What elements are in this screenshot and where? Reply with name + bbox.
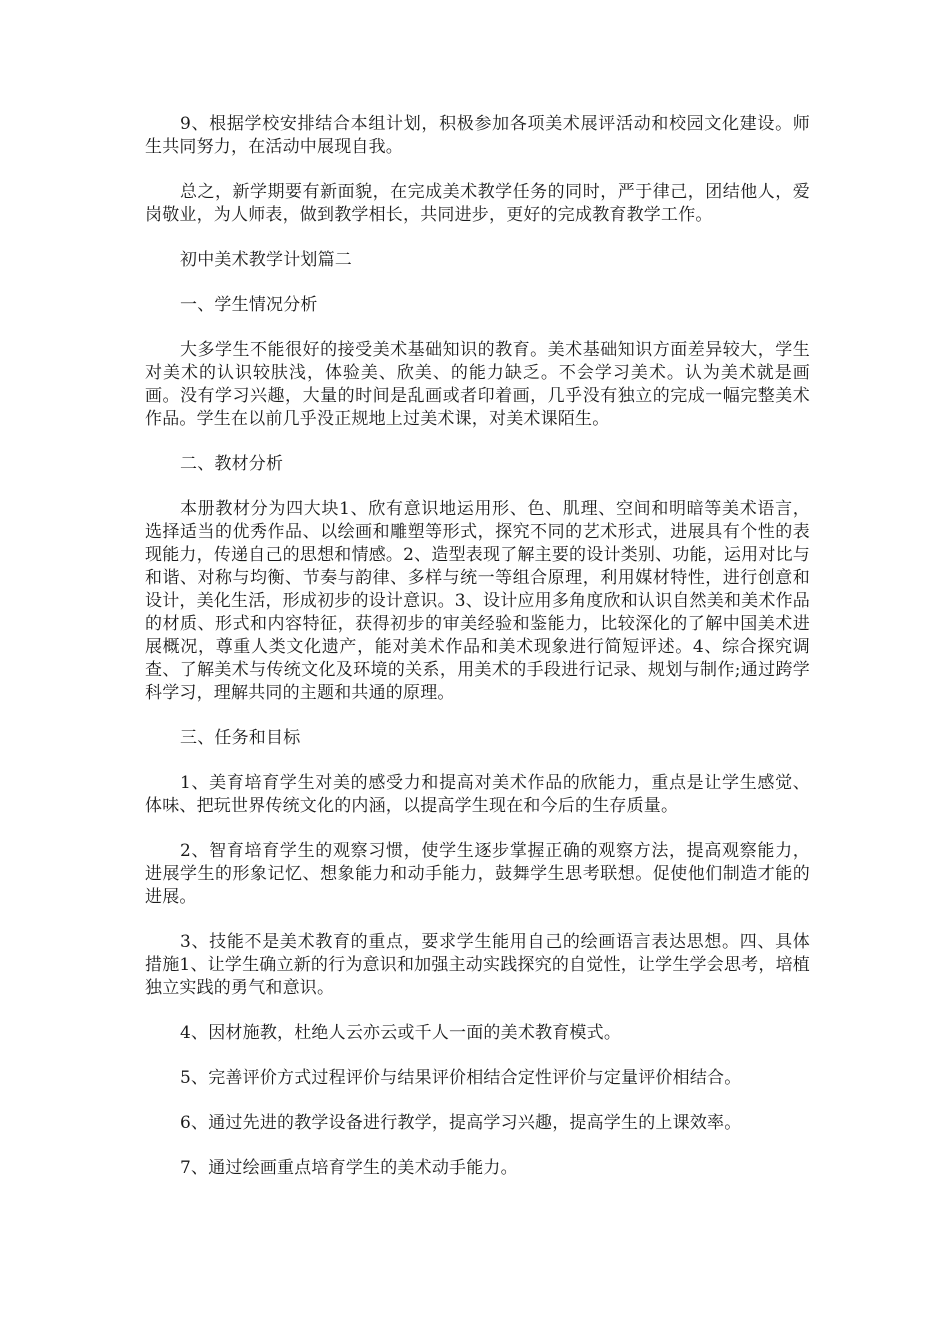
paragraph-goal-2: 2、智育培育学生的观察习惯，使学生逐步掌握正确的观察方法，提高观察能力，进展学生的形象记忆、想象能力和动手能力，鼓舞学生思考联想。促使他们制造才能的进展。 (145, 841, 810, 907)
paragraph-measure-4: 4、因材施教，杜绝人云亦云或千人一面的美术教育模式。 (180, 1023, 622, 1043)
paragraph-goal-3: 3、技能不是美术教育的重点，要求学生能用自己的绘画语言表达思想。四、具体措施1、让学生确立新的行为意识和加强主动实践探究的自觉性，让学生学会思考，培植独立实践的勇气和意识。 (145, 932, 810, 998)
paragraph-item-9: 9、根据学校安排结合本组计划，积极参加各项美术展评活动和校园文化建设。师生共同努力，在活动中展现自我。 (145, 114, 810, 157)
document-body (145, 113, 810, 1202)
heading-student-analysis: 一、学生情况分析 (180, 295, 318, 315)
paragraph-goal-1: 1、美育培育学生对美的感受力和提高对美术作品的欣能力，重点是让学生感觉、体味、把玩世界传统文化的内涵，以提高学生现在和今后的生存质量。 (145, 773, 810, 816)
paragraph-summary: 总之，新学期要有新面貌，在完成美术教学任务的同时，严于律己，团结他人，爱岗敬业，为人师表，做到教学相长，共同进步，更好的完成教育教学工作。 (145, 182, 810, 225)
paragraph-student-analysis: 大多学生不能很好的接受美术基础知识的教育。美术基础知识方面差异较大，学生对美术的认识较肤浅，体验美、欣美、的能力缺乏。不会学习美术。认为美术就是画画。没有学习兴趣，大量的时间是乱画或者印着画，几乎没有独立的完成一幅完整美术作品。学生在以前几乎没正规地上过美术课，对美术课陌生。 (145, 340, 810, 429)
paragraph-textbook-analysis: 本册教材分为四大块1、欣有意识地运用形、色、肌理、空间和明暗等美术语言，选择适当的优秀作品、以绘画和雕塑等形式，探究不同的艺术形式，进展具有个性的表现能力，传递自己的思想和情感。2、造型表现了解主要的设计类别、功能，运用对比与和谐、对称与均衡、节奏与韵律、多样与统一等组合原理，利用媒材特性，进行创意和设计，美化生活，形成初步的设计意识。3、设计应用多角度欣和认识自然美和美术作品的材质、形式和内容特征，获得初步的审美经验和鉴能力，比较深化的了解中国美术进展概况，尊重人类文化遗产，能对美术作品和美术现象进行简短评述。4、综合探究调查、了解美术与传统文化及环境的关系，用美术的手段进行记录、规划与制作;通过跨学科学习，理解共同的主题和共通的原理。 (145, 499, 810, 703)
paragraph-measure-5: 5、完善评价方式过程评价与结果评价相结合定性评价与定量评价相结合。 (180, 1068, 742, 1088)
paragraph-measure-7: 7、通过绘画重点培育学生的美术动手能力。 (180, 1158, 518, 1178)
heading-textbook-analysis: 二、教材分析 (180, 454, 284, 474)
heading-tasks-goals: 三、任务和目标 (180, 728, 301, 748)
section-title: 初中美术教学计划篇二 (180, 250, 352, 270)
paragraph-measure-6: 6、通过先进的教学设备进行教学，提高学习兴趣，提高学生的上课效率。 (180, 1113, 742, 1133)
